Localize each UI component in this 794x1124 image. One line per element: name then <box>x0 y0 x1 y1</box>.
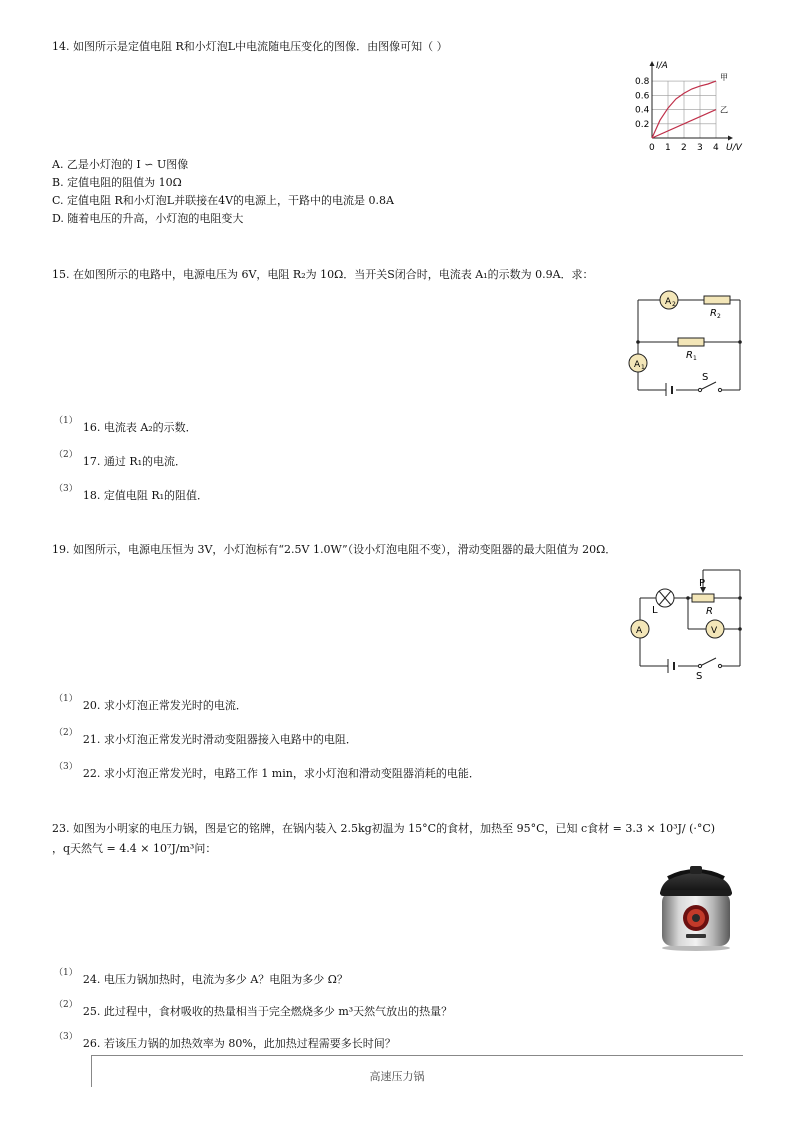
q14-option-d: D. 随着电压的升高，小灯泡的电阻变大 <box>52 212 244 225</box>
chart-x-tick-label: 2 <box>681 143 687 153</box>
q23-sub-1-text: 24. 电压力锅加热时，电流为多少 A？电阻为多少 Ω？ <box>82 973 348 986</box>
q15-sub-1-text: 16. 电流表 A₂的示数． <box>82 421 197 434</box>
q19-sub-1 <box>54 686 247 712</box>
chart-x-axis-label: U/V <box>726 143 742 153</box>
q15-sub-3 <box>54 476 209 502</box>
q23-sub-1-num: （1） <box>54 968 78 978</box>
nameplate-top-border <box>91 1055 743 1056</box>
q14-stem: 14. 如图所示是定值电阻 R和小灯泡L中电流随电压变化的图像．由图像可知（ ） <box>52 40 448 53</box>
chart-y-tick-label: 0.2 <box>635 119 650 130</box>
q15-ammeter-a1-sub: 1 <box>641 364 645 371</box>
chart-x-arrow <box>728 136 733 141</box>
chart-x-tick-label: 4 <box>713 143 719 153</box>
q19-switch-label: S <box>696 671 703 682</box>
q15-sub-3-text: 18. 定值电阻 R₁的阻值． <box>82 489 209 502</box>
chart-x-tick-label: 3 <box>697 143 703 153</box>
q15-sub-2-text: 17. 通过 R₁的电流． <box>82 455 187 468</box>
q23-sub-3-num: （3） <box>54 1032 78 1042</box>
q19-sub-1-text: 20. 求小灯泡正常发光时的电流． <box>82 699 247 712</box>
nameplate-title: 高速压力锅 <box>369 1070 425 1083</box>
q14-option-c: C. 定值电阻 R和小灯泡L并联接在4V的电源上，干路中的电流是 0.8A <box>52 194 394 207</box>
q14-chart <box>630 56 760 160</box>
chart-series-2-label: 乙 <box>720 105 728 115</box>
chart-x-tick-label: 1 <box>665 143 671 153</box>
q23-stem-line1: 23. 如图为小明家的电压力锅，图是它的铭牌，在锅内装入 2.5kg初温为 15°C的食材，加热至 95°C，已知 c食材 = 3.3 × 10³J/ (·°C) <box>52 822 716 835</box>
q15-resistor-r1-sub: 1 <box>693 355 697 362</box>
q15-ammeter-a2-label: A <box>665 297 672 307</box>
q15-circuit-diagram <box>628 286 748 396</box>
q15-resistor-r1-label: R <box>686 350 693 361</box>
q19-sub-3 <box>54 754 480 780</box>
q14-option-b: B. 定值电阻的阻值为 10Ω <box>52 176 182 189</box>
q15-sub-3-num: （3） <box>54 484 78 494</box>
q15-sub-1 <box>54 408 197 434</box>
q19-circuit-diagram <box>624 562 748 682</box>
pressure-cooker-image <box>650 860 742 952</box>
q23-stem-line2: ，q天然气 = 4.4 × 10⁷J/m³问： <box>52 842 217 855</box>
q23-sub-2-num: （2） <box>54 1000 78 1010</box>
q15-resistor-r2-sub: 2 <box>717 313 721 320</box>
q19-sub-3-text: 22. 求小灯泡正常发光时，电路工作 1 min，求小灯泡和滑动变阻器消耗的电能． <box>82 767 480 780</box>
q19-slider-p-label: P <box>699 578 706 589</box>
chart-series-1-label: 甲 <box>720 73 728 83</box>
chart-y-tick-label: 0.4 <box>635 105 650 116</box>
q23-sub-2-text: 25. 此过程中，食材吸收的热量相当于完全燃烧多少 m³天然气放出的热量？ <box>82 1005 453 1018</box>
q23-sub-3 <box>54 1024 396 1050</box>
chart-y-axis-label: I/A <box>656 61 668 71</box>
q15-resistor-r2-label: R <box>710 308 717 319</box>
q19-voltmeter-label: V <box>711 626 718 636</box>
q23-sub-2 <box>54 992 453 1018</box>
q15-switch-label: S <box>702 372 709 383</box>
chart-y-tick-label: 0.8 <box>635 77 650 88</box>
q19-ammeter-label: A <box>636 626 643 636</box>
q15-stem: 15. 在如图所示的电路中，电源电压为 6V，电阻 R₂为 10Ω．当开关S闭合时，电流表 A₁的示数为 0.9A．求： <box>52 268 594 281</box>
q19-lamp-l-label: L <box>652 605 658 616</box>
q15-ammeter-a1-label: A <box>634 360 641 370</box>
q15-sub-2-num: （2） <box>54 450 78 460</box>
chart-y-tick-label: 0.6 <box>635 91 650 102</box>
q23-sub-3-text: 26. 若该压力锅的加热效率为 80%，此加热过程需要多长时间？ <box>82 1037 396 1050</box>
q19-rheostat-r-label: R <box>706 606 713 617</box>
q15-sub-2 <box>54 442 187 468</box>
q19-sub-2 <box>54 720 357 746</box>
q15-ammeter-a2-sub: 2 <box>672 301 676 308</box>
q19-sub-3-num: （3） <box>54 762 78 772</box>
q15-sub-1-num: （1） <box>54 416 78 426</box>
chart-x-tick-label: 0 <box>649 143 655 153</box>
q19-sub-1-num: （1） <box>54 694 78 704</box>
q19-stem: 19. 如图所示，电源电压恒为 3V，小灯泡标有“2.5V 1.0W”（设小灯泡电阻不变），滑动变阻器的最大阻值为 20Ω． <box>52 543 617 556</box>
q19-sub-2-text: 21. 求小灯泡正常发光时滑动变阻器接入电路中的电阻． <box>82 733 357 746</box>
q14-option-a: A. 乙是小灯泡的 I ∽ U图像 <box>52 158 189 171</box>
chart-y-arrow <box>650 61 655 66</box>
q19-sub-2-num: （2） <box>54 728 78 738</box>
